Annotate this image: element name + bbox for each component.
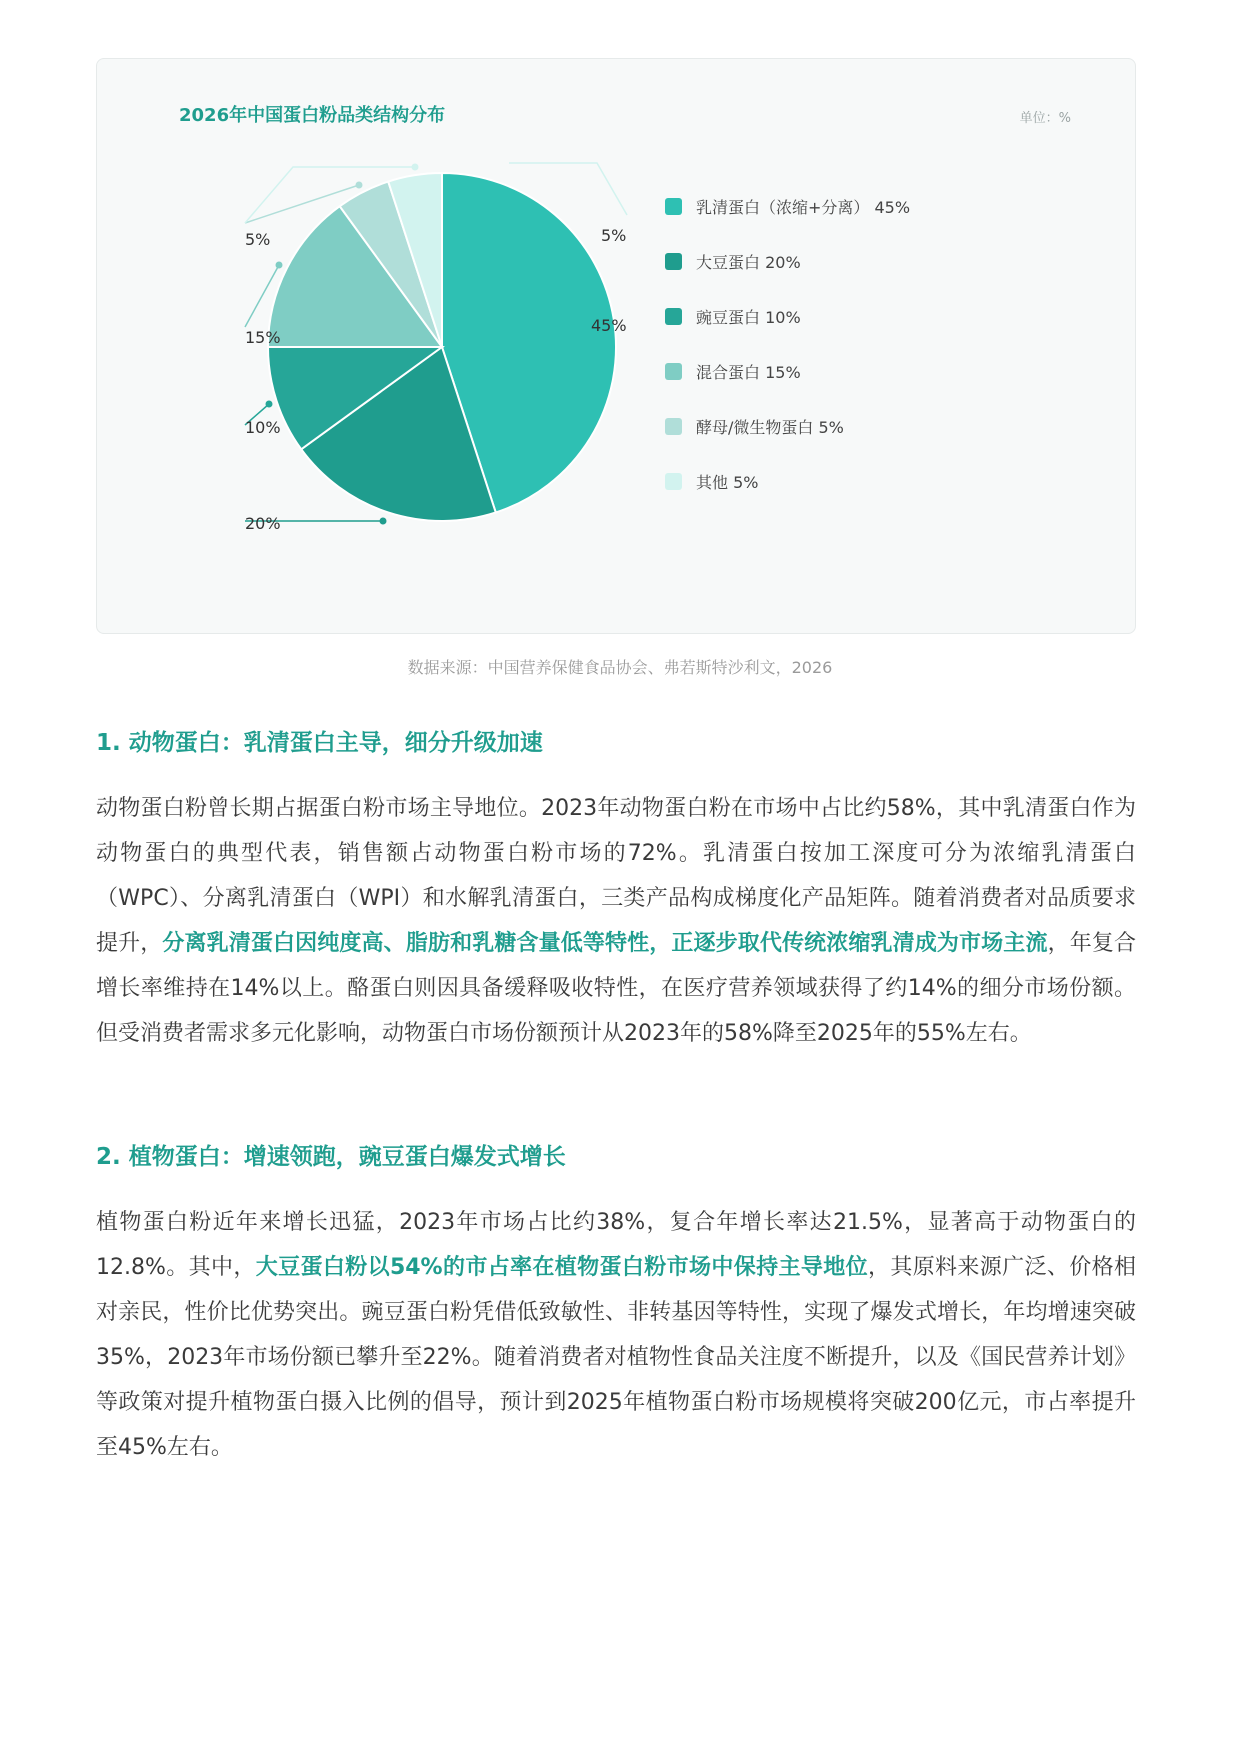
legend-label-pea: 豌豆蛋白 10%: [696, 308, 801, 327]
chart-unit: 单位：%: [1019, 111, 1071, 126]
pie-chart: [97, 59, 1137, 635]
section-paragraph-plant: [96, 1200, 1136, 1470]
leader-dot-mixed: [276, 262, 283, 269]
legend-item-pea: [665, 289, 910, 344]
data-label-soy: 20%: [245, 514, 281, 533]
legend-swatch-other: [665, 473, 682, 490]
legend-label-whey: 乳清蛋白（浓缩+分离） 45%: [696, 198, 911, 217]
legend-swatch-yeast: [665, 418, 682, 435]
legend-item-other: [665, 454, 910, 509]
highlight-text: 分离乳清蛋白因纯度高、脂肪和乳糖含量低等特性，正逐步取代传统浓缩乳清成为市场主流: [162, 931, 1048, 956]
legend-swatch-mixed: [665, 363, 682, 380]
legend-item-whey: [665, 179, 910, 234]
data-label-mixed: 15%: [245, 328, 281, 347]
data-label-yeast: 5%: [245, 230, 271, 249]
chart-title: 2026年中国蛋白粉品类结构分布: [179, 105, 446, 126]
chart-legend: [665, 179, 910, 509]
chart-card: [96, 58, 1136, 634]
legend-swatch-soy: [665, 253, 682, 270]
leader-dot-yeast: [356, 182, 363, 189]
paragraph-text: 植物蛋白粉近年来增长迅猛，2023年市场占比约38%，复合年增长率达21.5%，显著高于动物蛋白的12.8%。其中，: [96, 1210, 1136, 1280]
paragraph-text: ，年复合增长率维持在14%以上。酪蛋白则因具备缓释吸收特性，在医疗营养领域获得了约14%的细分市场份额。但受消费者需求多元化影响，动物蛋白市场份额预计从2023年的58%降至2025年的55%左右。: [96, 931, 1136, 1046]
legend-label-yeast: 酵母/微生物蛋白 5%: [696, 418, 844, 437]
legend-item-mixed: [665, 344, 910, 399]
leader-dot-soy: [380, 518, 387, 525]
data-label-whey: 45%: [591, 316, 627, 335]
leader-dot-other: [412, 164, 419, 171]
paragraph-text: ，其原料来源广泛、价格相对亲民，性价比优势突出。豌豆蛋白粉凭借低致敏性、非转基因等特性，实现了爆发式增长，年均增速突破35%，2023年市场份额已攀升至22%。随着消费者对植物性食品关注度不断提升，以及《国民营养计划》等政策对提升植物蛋白摄入比例的倡导，预计到2025年植物蛋白粉市场规模将突破200亿元，市占率提升至45%左右。: [96, 1255, 1136, 1460]
legend-item-yeast: [665, 399, 910, 454]
legend-swatch-pea: [665, 308, 682, 325]
legend-swatch-whey: [665, 198, 682, 215]
section-heading-animal: 1. 动物蛋白：乳清蛋白主导，细分升级加速: [96, 730, 543, 756]
leader-dot-pea: [266, 401, 273, 408]
data-label-pea: 10%: [245, 418, 281, 437]
legend-item-soy: [665, 234, 910, 289]
paragraph-text: 动物蛋白粉曾长期占据蛋白粉市场主导地位。2023年动物蛋白粉在市场中占比约58%，其中乳清蛋白作为动物蛋白的典型代表，销售额占动物蛋白粉市场的72%。乳清蛋白按加工深度可分为浓缩乳清蛋白（WPC）、分离乳清蛋白（WPI）和水解乳清蛋白，三类产品构成梯度化产品矩阵。随着消费者对品质要求提升，: [96, 796, 1136, 956]
legend-label-other: 其他 5%: [696, 473, 759, 492]
legend-label-soy: 大豆蛋白 20%: [696, 253, 801, 272]
data-label-other-right: 5%: [601, 226, 627, 245]
section-paragraph-animal: [96, 786, 1136, 1056]
section-heading-plant: 2. 植物蛋白：增速领跑，豌豆蛋白爆发式增长: [96, 1144, 566, 1170]
chart-source: 数据来源：中国营养保健食品协会、弗若斯特沙利文，2026: [407, 658, 833, 677]
legend-label-mixed: 混合蛋白 15%: [696, 363, 801, 382]
highlight-text: 大豆蛋白粉以54%的市占率在植物蛋白粉市场中保持主导地位: [255, 1255, 868, 1280]
